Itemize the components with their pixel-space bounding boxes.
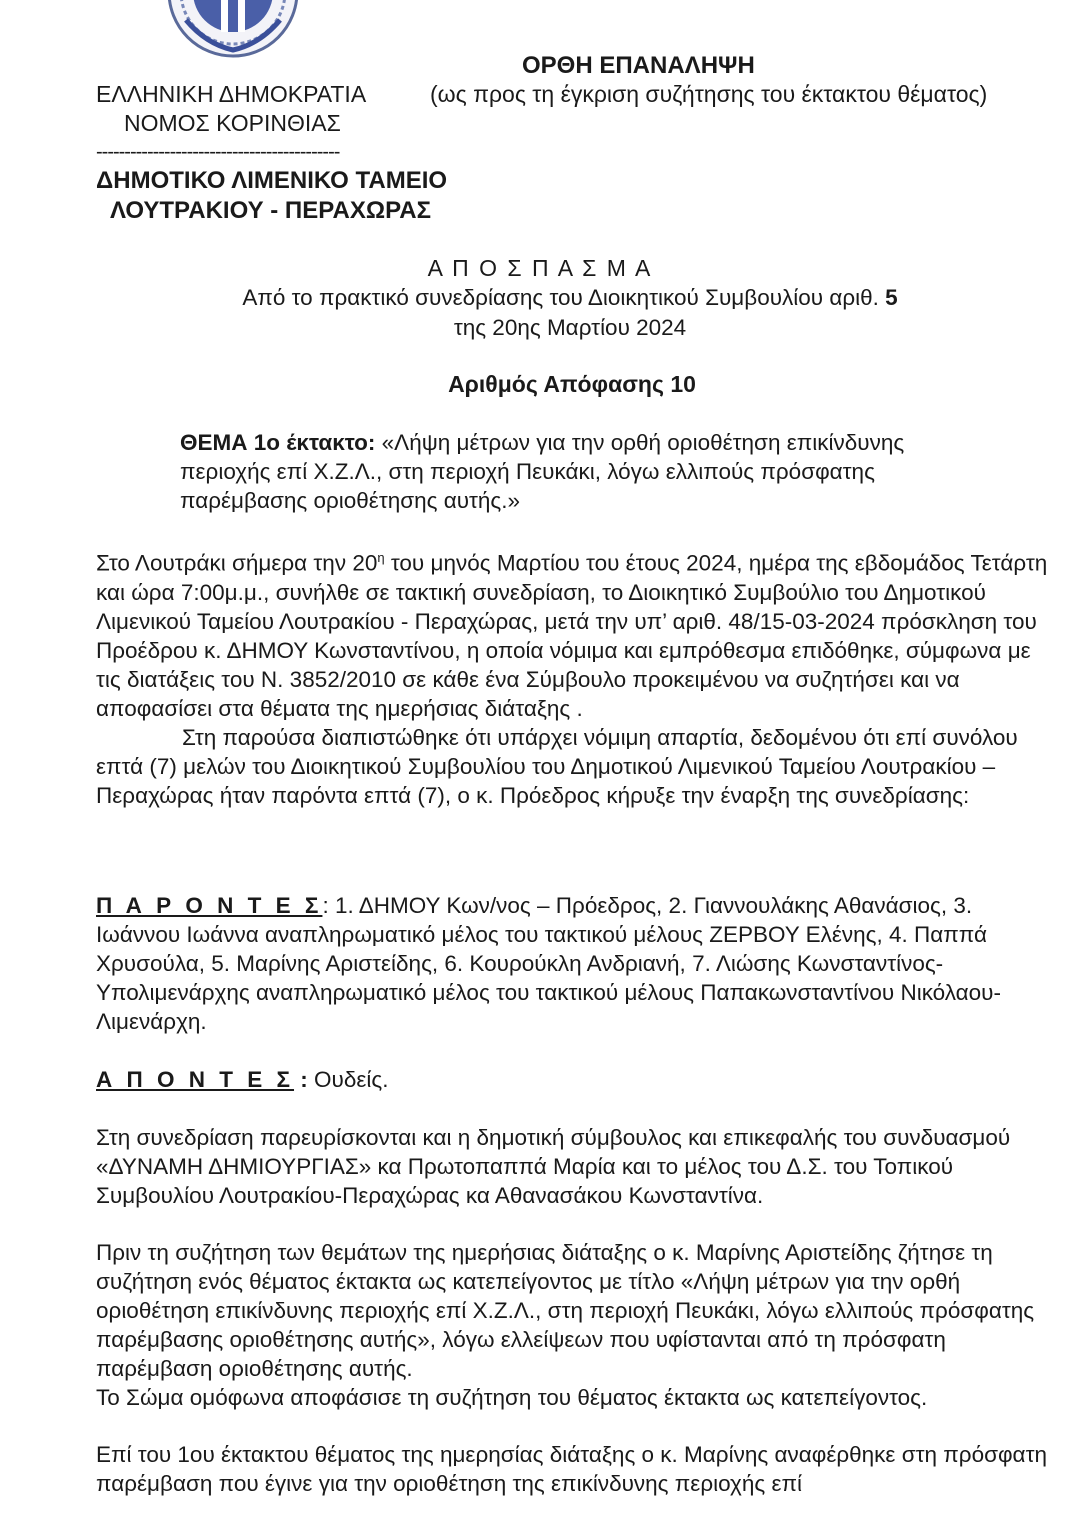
extract-line-1 [0, 283, 1080, 312]
present-label: Π Α Ρ Ο Ν Τ Ε Σ [96, 893, 323, 918]
extract-line-2: της 20ης Μαρτίου 2024 [453, 315, 687, 340]
extract-title: Α Π Ο Σ Π Α Σ Μ Α [427, 255, 653, 281]
extract-line-1-text: Από το πρακτικό συνεδρίασης του Διοικητικού Συμβουλίου αριθ. [242, 285, 879, 310]
correction-note: (ως προς τη έγκριση συζήτησης του έκτακτου θέματος) [430, 81, 988, 107]
organization-line-1: ΔΗΜΟΤΙΚΟ ΛΙΜΕΝΙΚΟ ΤΑΜΕΙΟ [96, 167, 448, 194]
decision-heading [0, 370, 1080, 399]
prefecture-name: ΝΟΜΟΣ ΚΟΡΙΝΘΙΑΣ [124, 110, 341, 136]
decision-number: 10 [670, 371, 696, 397]
correction-title: ΟΡΘΗ ΕΠΑΝΑΛΗΨΗ [522, 52, 755, 79]
urgent-paragraph-1: Πριν τη συζήτηση των θεμάτων της ημερήσιας διάταξης ο κ. Μαρίνης Αριστείδης ζήτησε τη συζήτηση ενός θέματος έκτακτα ως κατεπείγοντος με τίτλο «Λήψη μέτρων για την ορθή οριοθέτηση επικίνδυνης περιοχής επί Χ.Ζ.Λ., στη περιοχή Πευκάκι, λόγω ελλιπούς πρόσφατης παρέμβασης οριοθέτησης αυτής», λόγω ελλείψεων που υφίστανται από τη πρόσφατη παρέμβαση οριοθέτησης αυτής. [96, 1240, 1035, 1381]
intro-p1-rest: του μηνός Μαρτίου του έτους 2024, ημέρα της εβδομάδος Τετάρτη και ώρα 7:00μ.μ., συνήλθε σε τακτική συνεδρίαση, το Διοικητικό Συμβούλιο του Δημοτικού Λιμενικού Ταμείου Λουτρακίου - Περαχώρας, μετά την υπ’ αριθ. 48/15-03-2024 πρόσκληση του Προέδρου κ. ΔΗΜΟΥ Κωνσταντίνου, η οποία νόμιμα και εμπρόθεσμα επιδόθηκε, σύμφωνα με τις διατάξεις του Ν. 3852/2010 σε κάθε ένα Σύμβουλο προκειμένου να συζητήσει και να αποφασίσει στα θέματα της ημερήσιας διάταξης . [96, 550, 1048, 721]
attendees-section [96, 1123, 1056, 1210]
session-number: 5 [885, 285, 898, 310]
present-text: : 1. ΔΗΜΟΥ Κων/νος – Πρόεδρος, 2. Γιαννουλάκης Αθανάσιος, 3. Ιωάννου Ιωάννα αναπληρωματικό μέλος του τακτικού μέλους ΖΕΡΒΟΥ Ελένης, 4. Παππά Χρυσούλα, 5. Μαρίνης Αριστείδης, 6. Κουρούκλη Ανδριανή, 7. Λιώσης Κωνσταντίνος-Υπολιμενάρχης αναπληρωματικό μέλος του τακτικού μέλους Παπακωνσταντίνου Νικόλαου-Λιμενάρχη. [96, 893, 1001, 1034]
intro-paragraph-2: Στη παρούσα διαπιστώθηκε ότι υπάρχει νόμιμη απαρτία, δεδομένου ότι επί συνόλου επτά (7) μελών του Διοικητικού Συμβουλίου του Δημοτικού Λιμενικού Ταμείου Λουτρακίου – Περαχώρας ήταν παρόντα επτά (7), ο κ. Πρόεδρος κήρυξε την έναρξη της συνεδρίασης: [96, 724, 1018, 808]
intro-paragraph-1 [96, 543, 1056, 723]
subject-block [180, 428, 1060, 515]
absent-colon: : [294, 1067, 315, 1092]
intro-section [96, 543, 1056, 810]
present-paragraph [96, 891, 1056, 1036]
final-section [96, 1440, 1056, 1498]
absent-section [96, 1065, 1056, 1094]
attendees-paragraph: Στη συνεδρίαση παρευρίσκονται και η δημοτική σύμβουλος και επικεφαλής του συνδυασμού «ΔΥΝΑΜΗ ΔΗΜΙΟΥΡΓΙΑΣ» κα Πρωτοπαππά Μαρία και το μέλος του Δ.Σ. του Τοπικού Συμβουλίου Λουτρακίου-Περαχώρας κα Αθανασάκου Κωνσταντίνα. [96, 1125, 1011, 1208]
final-paragraph: Επί του 1ου έκτακτου θέματος της ημερησίας διάταξης ο κ. Μαρίνης αναφέρθηκε στη πρόσφατη παρέμβαση που έγινε για την οριοθέτηση της επικίνδυνης περιοχής επί [96, 1442, 1047, 1496]
subject-line-3: παρέμβασης οριοθέτησης αυτής.» [180, 488, 521, 513]
subject-line-2: περιοχής επί Χ.Ζ.Λ., στη περιοχή Πευκάκι, λόγω ελλιπούς πρόσφατης [180, 459, 875, 484]
subject-line-1 [180, 428, 1060, 457]
urgent-paragraph-2: Το Σώμα ομόφωνα αποφάσισε τη συζήτηση του θέματος έκτακτα ως κατεπείγοντος. [96, 1385, 928, 1410]
organization-line-2: ΛΟΥΤΡΑΚΙΟΥ - ΠΕΡΑΧΩΡΑΣ [110, 197, 432, 224]
absent-paragraph [96, 1065, 1056, 1094]
urgent-section [96, 1238, 1056, 1412]
present-section [96, 891, 1056, 1036]
header-separator: ------------------------------------------- [96, 141, 340, 163]
subject-label: ΘΕΜΑ 1ο έκτακτο: [180, 430, 376, 455]
absent-label: Α Π Ο Ν Τ Ε Σ [96, 1067, 295, 1092]
decision-label: Αριθμός Απόφασης [448, 371, 664, 397]
intro-p1-superscript: η [377, 550, 385, 565]
intro-p1-start: Στο Λουτράκι σήμερα την 20 [96, 550, 378, 576]
country-name: ΕΛΛΗΝΙΚΗ ΔΗΜΟΚΡΑΤΙΑ [96, 81, 367, 107]
greek-republic-seal-icon [166, 0, 300, 58]
subject-text-1: «Λήψη μέτρων για την ορθή οριοθέτηση επικίνδυνης [381, 430, 905, 455]
absent-text: Ουδείς. [314, 1067, 389, 1092]
